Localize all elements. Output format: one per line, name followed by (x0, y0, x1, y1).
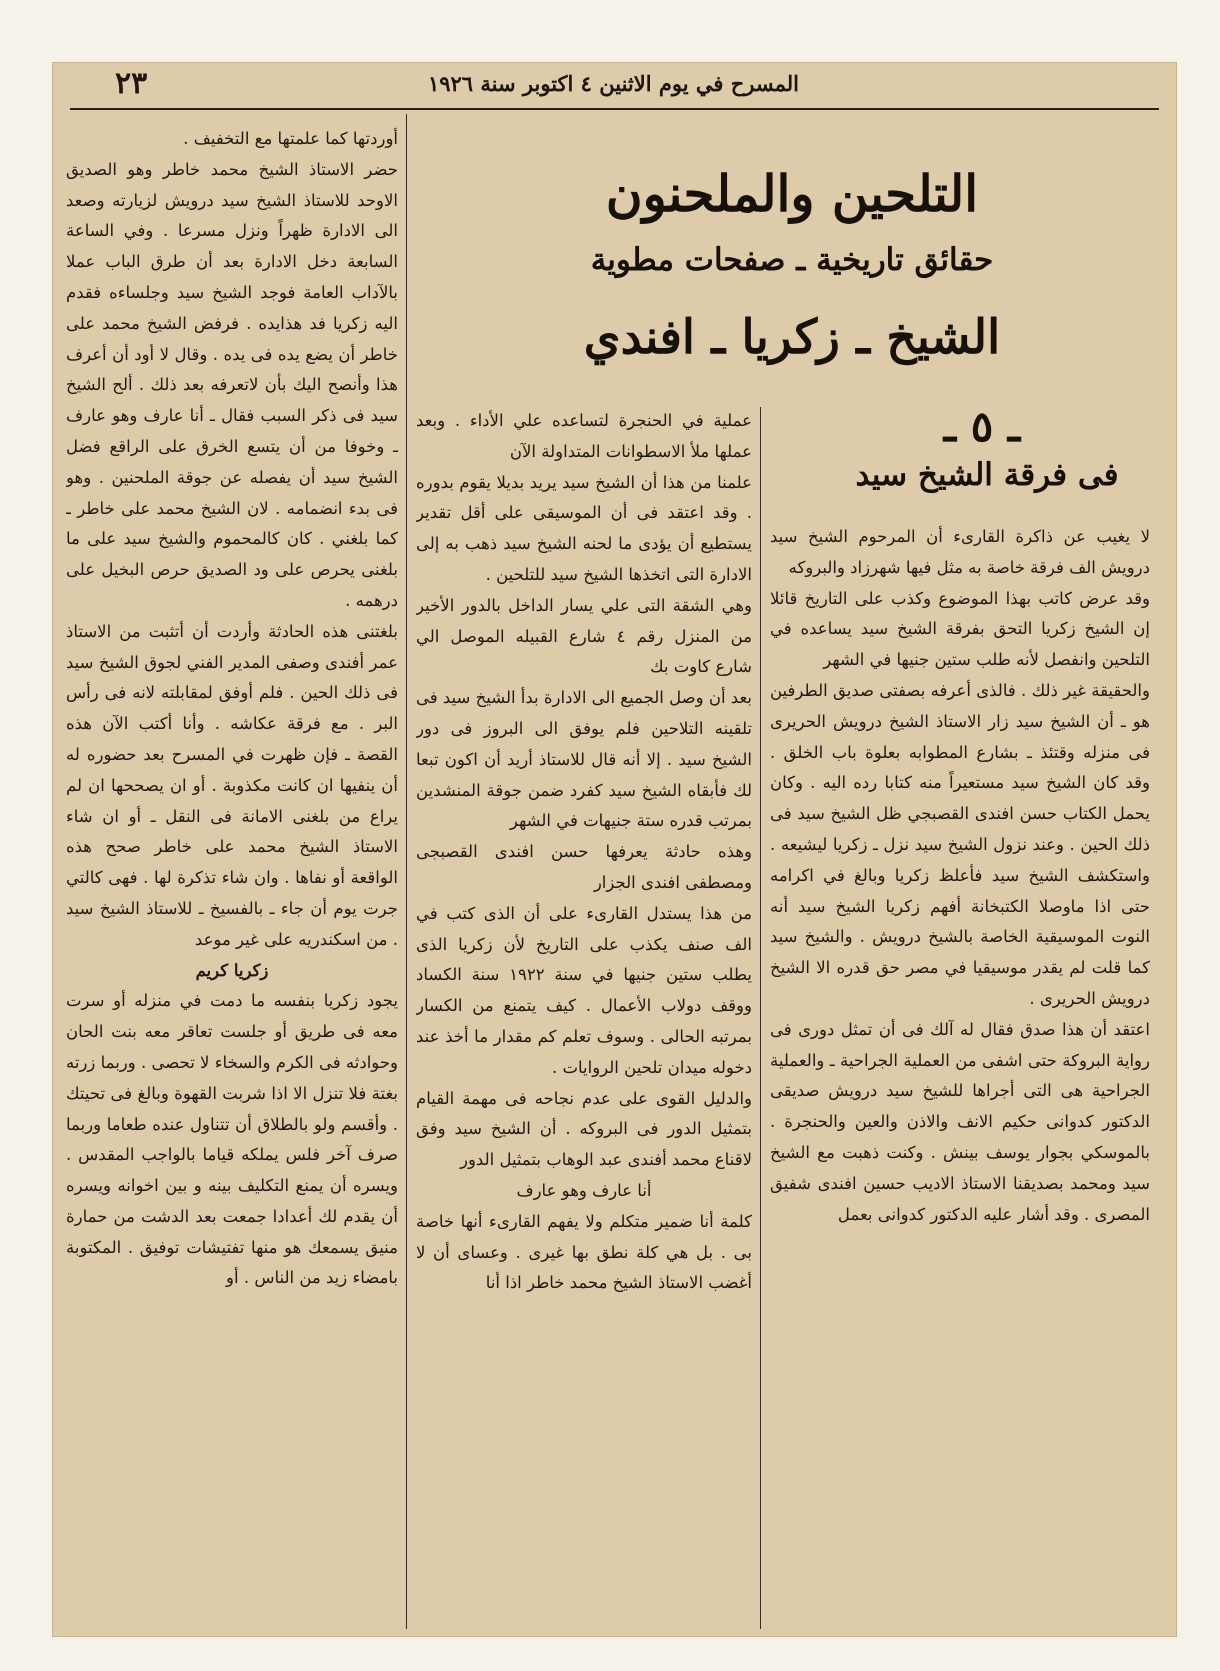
paragraph: بلغتنى هذه الحادثة وأردت أن أتثبت من الاستاذ عمر أفندى وصفى المدير الفني لجوق الشيخ سيد فى ذلك الحين . فلم أوفق لمقابلته لانه فى رأس البر . مع فرقة عكاشه . وأنا أكتب الآن هذه القصة ـ فإن ظهرت في المسرح بعد حضوره له أن ينفيها ان كانت مكذوبة . أو ان يصححها ان لم يراع من بلغنى الامانة فى النقل ـ أو ان شاء الاستاذ الشيخ محمد على خاطر صحح هذه الواقعة أو نفاها . وان شاء تذكرة لها . فهى كالتي جرت يوم أن جاء ـ بالفسيخ ـ للاستاذ الشيخ سيد . من اسكندريه على غير موعد (66, 621, 398, 949)
paragraph: وهذه حادثة يعرفها حسن افندى القصبجى ومصطفى افندى الجزار (416, 842, 752, 892)
subheading: أنا عارف وهو عارف (516, 1180, 652, 1200)
paragraph: أوردتها كما علمتها مع التخفيف . (183, 129, 398, 148)
article-subtitle: حقائق تاريخية ـ صفحات مطوية (590, 242, 994, 278)
paragraph: من هذا يستدل القارىء على أن الذى كتب في الف صنف يكذب على التاريخ لأن زكريا الذى يطلب ستين جنيها في سنة ١٩٢٢ سنة الكساد ووقف دولاب الأعمال . كيف يتمنع من الكسار بمرتبه الحالى . وسوف تعلم كم مقدار ما أخذ عند دخوله ميدان تلحين الروايات . (416, 903, 752, 1077)
section-heading: فى فرقة الشيخ سيد (855, 457, 1119, 493)
paragraph: عملية في الحنجرة لتساعده علي الأداء . وبعد عملها ملأ الاسطوانات المتداولة الآن (416, 411, 752, 461)
article-title: التلحين والملحنون (605, 164, 979, 223)
page-header (70, 66, 1159, 110)
paragraph: والدليل القوى على عدم نجاحه فى مهمة القيام بتمثيل الدور فى البروكه . أن الشيخ سيد وفق لاقناع محمد أفندى عبد الوهاب بتمثيل الدور (416, 1088, 752, 1170)
header-date-line: المسرح في يوم الاثنين ٤ اكتوبر سنة ١٩٢٦ (427, 71, 799, 96)
article-column-right (770, 522, 1150, 1627)
paragraph: بعد أن وصل الجميع الى الادارة بدأ الشيخ سيد فى تلقينه التلاحين فلم يوفق الى البروز فى دور الشيخ سيد . إلا أنه قال للاستاذ أريد أن اكون تبعا لك فأبقاه الشيخ سيد كفرد ضمن جوقة المنشدين بمرتب قدره ستة جنيهات في الشهر (416, 688, 752, 831)
section-number: ـ ٥ ـ (943, 402, 1021, 451)
paragraph: وقد عرض كاتب بهذا الموضوع وكذب على التاريخ قائلا إن الشيخ زكريا التحق بفرقة الشيخ سيد يساعده في التلحين وانفصل لأنه طلب ستين جنيها في الشهر (770, 588, 1150, 670)
column-rule-left (406, 114, 407, 1629)
subheading: زكريا كريم (195, 960, 269, 980)
paragraph: علمنا من هذا أن الشيخ سيد يريد بديلا يقوم بدوره . وقد اعتقد فى أن الموسيقى على أقل تقدير يستطيع أن يؤدى ما لحنه الشيخ سيد ذهب به إلى الادارة التى اتخذها الشيخ سيد للتلحين . (416, 472, 752, 584)
paragraph: حضر الاستاذ الشيخ محمد خاطر وهو الصديق الاوحد للاستاذ الشيخ سيد درويش لزيارته وصعد الى الادارة ظهراً ونزل مسرعا . وفي الساعة السابعة دخل الادارة بعد أن طرق الباب عملا بالآداب العامة فوجد الشيخ سيد وجلساءه فقدم اليه زكريا فد هذايده . فرفض الشيخ محمد على خاطر أن يضع يده فى يده . وقال لا أود أن أعرف هذا وأنصح اليك بأن لاتعرفه بعد ذلك . ألح الشيخ سيد فى ذكر السبب فقال ـ أنا عارف وهو عارف ـ وخوفا من أن يتسع الخرق على الراقع فضل الشيخ سيد أن يفصله عن جوقة الملحنين . وهو فى بدء انضمامه . لان الشيخ محمد على خاطر ـ كما بلغني . كان كالمحموم والشيخ سيد على ما بلغنى يحرص على ود الصديق حرص البخيل على درهمه . (66, 159, 398, 610)
paragraph: والحقيقة غير ذلك . فالذى أعرفه بصفتى صديق الطرفين هو ـ أن الشيخ سيد زار الاستاذ الشيخ درويش الحريرى فى منزله وقتئذ ـ بشارع المطوابه بعلوة باب الخلق . وقد كان الشيخ سيد مستعيراً منه كتابا رده اليه . وكان يحمل الكتاب حسن افندى القصبجي ظل الشيخ سيد فى ذلك الحين . وعند نزول الشيخ سيد نزل ـ زكريا ليشيعه . واستكشف الشيخ سيد فأعلظ زكريا وبالغ في اكرامه حتى اذا ماوصلا الكتبخانة أفهم زكريا الشيخ سيد أنه النوت الموسيقية الخاصة بالشيخ درويش . والشيخ سيد كما قلت لم يقدر موسيقيا في مصر حق قدره الا الشيخ درويش الحريرى . (770, 680, 1150, 1008)
paragraph: اعتقد أن هذا صدق فقال له آلك فى أن تمثل دورى فى رواية البروكة حتى اشفى من العملية الجراحية ـ والعملية الجراحية هى التى أجراها للشيخ سيد درويش صديقى الدكتور كدوانى حكيم الانف والاذن والعين والحنجرة . بالموسكي بجوار يوسف بينش . وكنت ذهبت مع الشيخ سيد ومحمد بصديقنا الاستاذ الاديب حسين افندى شفيق المصرى . وقد أشار عليه الدكتور كدوانى بعمل (770, 1019, 1150, 1224)
page-number: ٢٣ (115, 66, 148, 101)
paragraph: وهي الشقة التى علي يسار الداخل بالدور الأخير من المنزل رقم ٤ شارع القبيله الموصل الي شارع كاوت بك (416, 595, 752, 677)
article-column-left (66, 124, 398, 1627)
column-rule-right (760, 407, 761, 1629)
newspaper-page (52, 62, 1177, 1637)
paragraph: يجود زكريا بنفسه ما دمت في منزله أو سرت معه فى طريق أو جلست تعاقر معه بنت الحان وحوادثه فى الكرم والسخاء لا تحصى . وربما زرته بغتة فلا تنزل الا اذا شربت القهوة وبالغ فى تحيتك . وأقسم ولو بالطلاق أن تتناول عنده طعاما وربما صرف آخر فلس يملكه قياما بالواجب المقدس . ويسره أن يمنع التكليف بينه و بين اخوانه ويسره أن يقدم لك أعدادا جمعت بعد الدشت من حمارة منيق يسمعك هو منها تفتيشات توفيق . المكتوبة بامضاء زيد من الناس . أو (66, 991, 398, 1288)
paragraph: لا يغيب عن ذاكرة القارىء أن المرحوم الشيخ سيد درويش الف فرقة خاصة به مثل فيها شهرزاد والبروكه (770, 527, 1150, 577)
article-subject: الشيخ ـ زكريا ـ افندي (583, 310, 1001, 365)
article-column-middle (416, 406, 752, 1627)
paragraph: كلمة أنا ضمير متكلم ولا يفهم القارىء أنها خاصة بى . بل هي كلة نطق بها غيرى . وعساى أن لا أغضب الاستاذ الشيخ محمد خاطر اذا أنا (416, 1211, 752, 1293)
